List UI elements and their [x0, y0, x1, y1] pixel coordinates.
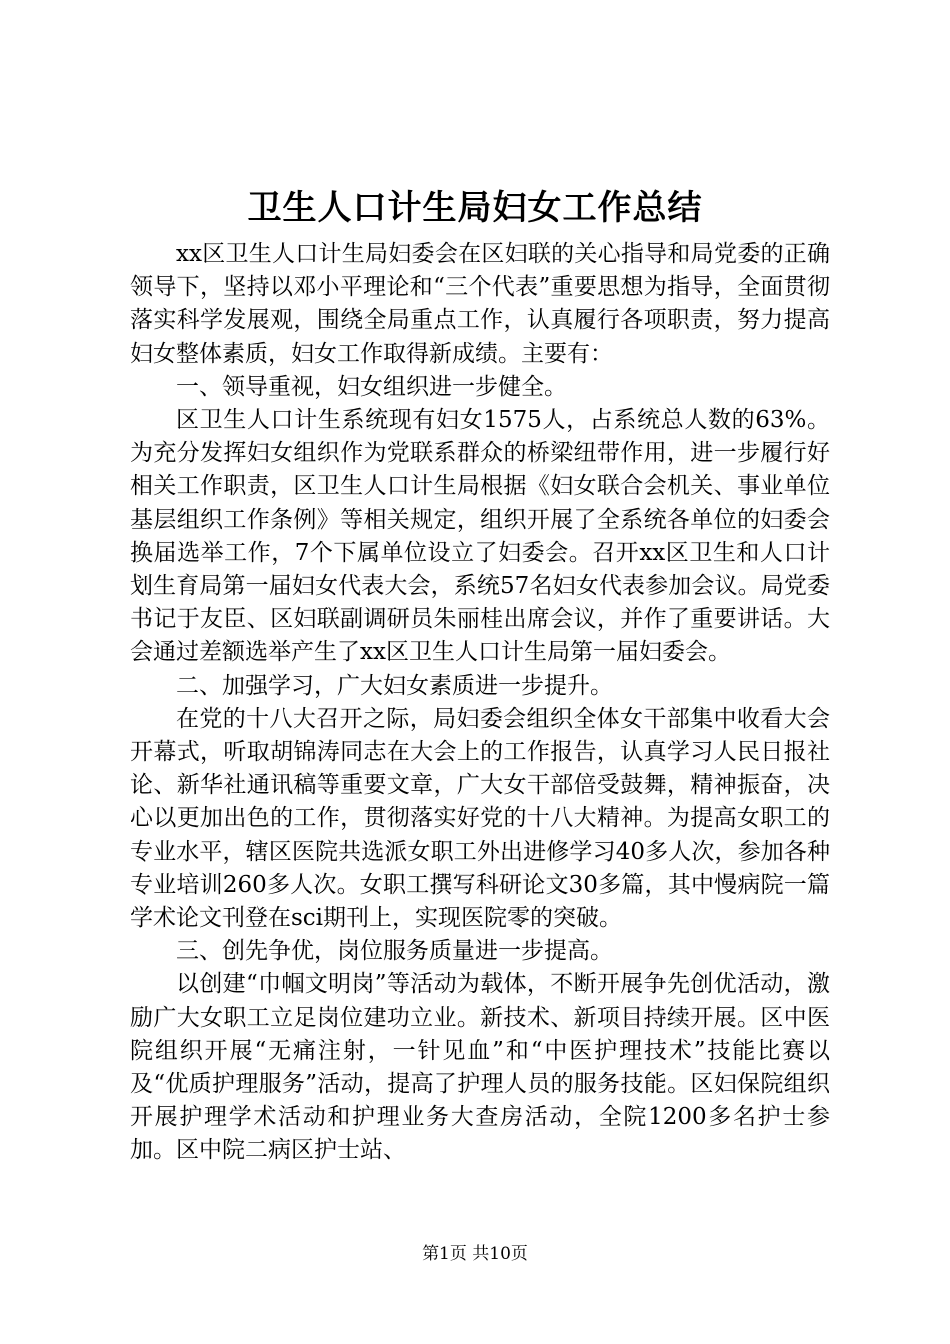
section-heading-3: 三、创先争优，岗位服务质量进一步提高。: [176, 938, 613, 965]
intro-paragraph: xx区卫生人口计生局妇委会在区妇联的关心指导和局党委的正确领导下，坚持以邓小平理论和“三个代表”重要思想为指导，全面贯彻落实科学发展观，围绕全局重点工作，认真履行各项职责，努力提高妇女整体素质，妇女工作取得新成绩。主要有：: [130, 241, 830, 367]
document-body: [130, 238, 830, 1168]
section-heading-2: 二、加强学习，广大妇女素质进一步提升。: [176, 672, 613, 699]
page-number-footer: 第1页 共10页: [422, 1244, 528, 1264]
document-title: 卫生人口计生局妇女工作总结: [247, 188, 703, 228]
section-heading-1: 一、领导重视，妇女组织进一步健全。: [176, 373, 567, 400]
section-paragraph-2: 在党的十八大召开之际，局妇委会组织全体女干部集中收看大会开幕式，听取胡锦涛同志在大会上的工作报告，认真学习人民日报社论、新华社通讯稿等重要文章，广大女干部倍受鼓舞，精神振奋，决心以更加出色的工作，贯彻落实好党的十八大精神。为提高女职工的专业水平，辖区医院共选派女职工外出进修学习40多人次，参加各种专业培训260多人次。女职工撰写科研论文30多篇，其中慢病院一篇学术论文刊登在sci期刊上，实现医院零的突破。: [130, 705, 830, 932]
section-paragraph-1: 区卫生人口计生系统现有妇女1575人，占系统总人数的63%。为充分发挥妇女组织作为党联系群众的桥梁纽带作用，进一步履行好相关工作职责，区卫生人口计生局根据《妇女联合会机关、事业单位基层组织工作条例》等相关规定，组织开展了全系统各单位的妇委会换届选举工作，7个下属单位设立了妇委会。召开xx区卫生和人口计划生育局第一届妇女代表大会，系统57名妇女代表参加会议。局党委书记于友臣、区妇联副调研员朱丽桂出席会议，并作了重要讲话。大会通过差额选举产生了xx区卫生人口计生局第一届妇委会。: [130, 407, 830, 666]
section-paragraph-3: 以创建“巾帼文明岗”等活动为载体，不断开展争先创优活动，激励广大女职工立足岗位建功立业。新技术、新项目持续开展。区中医院组织开展“无痛注射，一针见血”和“中医护理技术”技能比赛以及“优质护理服务”活动，提高了护理人员的服务技能。区妇保院组织开展护理学术活动和护理业务大查房活动，全院1200多名护士参加。区中院二病区护士站、: [130, 971, 830, 1164]
